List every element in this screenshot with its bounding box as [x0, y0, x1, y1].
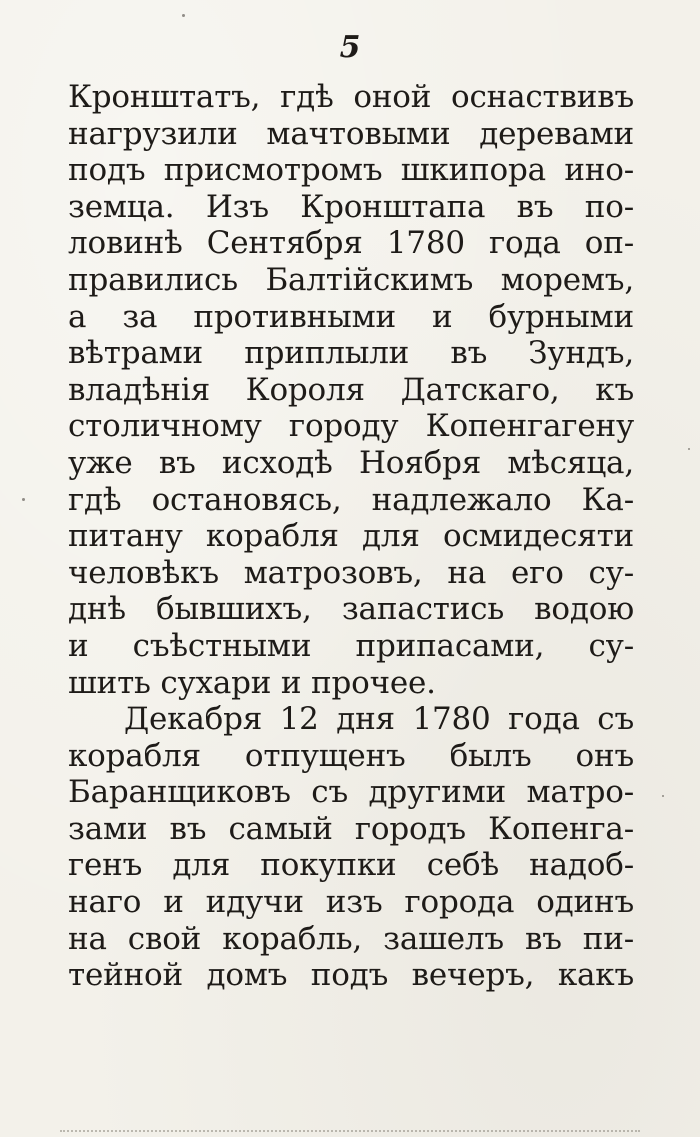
page-number: 5: [339, 30, 361, 65]
text-line: уже въ исходѣ Ноября мѣсяца,: [68, 444, 634, 481]
text-line: Кронштатъ, гдѣ оной оснаствивъ: [68, 79, 634, 115]
ink-speck: [662, 795, 664, 797]
body-text: [68, 79, 634, 994]
ink-speck: [22, 498, 25, 501]
text-line: тейной домъ подъ вечеръ, какъ: [68, 957, 634, 994]
ink-speck: [688, 448, 690, 450]
text-line: Баранщиковъ съ другими матро-: [68, 774, 634, 811]
text-line: и съѣстными припасами, су-: [68, 627, 634, 664]
bottom-edge-rule: [60, 1130, 640, 1135]
ink-speck: [182, 14, 185, 17]
text-line: владѣнія Короля Датскаго, къ: [68, 371, 634, 408]
paragraph-1: [68, 79, 634, 701]
text-line: наго и идучи изъ города одинъ: [68, 884, 634, 921]
text-line: правились Балтійскимъ моремъ,: [68, 261, 634, 298]
text-line: корабля отпущенъ былъ онъ: [68, 737, 634, 774]
text-line: зами въ самый городъ Копенга-: [68, 810, 634, 847]
text-line: человѣкъ матрозовъ, на его су-: [68, 554, 634, 591]
text-line: шить сухари и прочее.: [68, 664, 436, 701]
text-line: ловинѣ Сентября 1780 года оп-: [68, 225, 634, 262]
text-line: генъ для покупки себѣ надоб-: [68, 847, 634, 884]
text-line: питану корабля для осмидесяти: [68, 518, 634, 555]
text-line: столичному городу Копенгагену: [68, 408, 634, 445]
text-line: земца. Изъ Кронштапа въ по-: [68, 188, 634, 225]
text-line: вѣтрами приплыли въ Зундъ,: [68, 335, 634, 372]
paragraph-2: [68, 701, 634, 994]
text-line: нагрузили мачтовыми деревами: [68, 115, 634, 152]
text-line: подъ присмотромъ шкипора ино-: [68, 152, 634, 189]
text-line: а за противными и бурными: [68, 298, 634, 335]
text-line: гдѣ остановясь, надлежало Ка-: [68, 481, 634, 518]
text-line: на свой корабль, зашелъ въ пи-: [68, 920, 634, 957]
text-line: Декабря 12 дня 1780 года съ: [124, 701, 634, 738]
text-line: днѣ бывшихъ, запастись водою: [68, 591, 634, 628]
